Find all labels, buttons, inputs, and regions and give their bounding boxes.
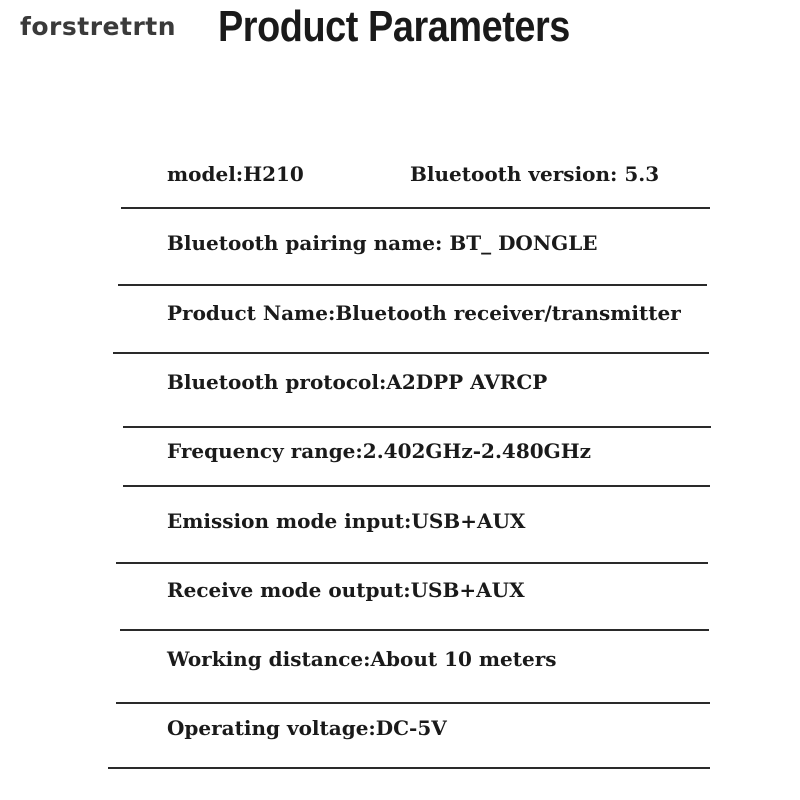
param-row-model: [167, 162, 660, 186]
divider: [118, 284, 707, 286]
divider: [108, 767, 710, 769]
param-working-distance: Working distance:About 10 meters: [167, 647, 557, 671]
divider: [120, 629, 709, 631]
divider: [121, 207, 710, 209]
divider: [123, 426, 711, 428]
divider: [113, 352, 709, 354]
brand-watermark: forstretrtn: [20, 12, 177, 41]
param-emission-mode: Emission mode input:USB+AUX: [167, 509, 526, 533]
param-product-name: Product Name:Bluetooth receiver/transmitter: [167, 301, 681, 325]
param-model: model:H210: [167, 162, 304, 186]
divider: [116, 562, 708, 564]
param-operating-voltage: Operating voltage:DC-5V: [167, 716, 447, 740]
page-title: Product Parameters: [218, 2, 570, 51]
param-protocol: Bluetooth protocol:A2DPP AVRCP: [167, 370, 548, 394]
param-pairing-name: Bluetooth pairing name: BT_ DONGLE: [167, 231, 598, 255]
param-bluetooth-version: Bluetooth version: 5.3: [410, 162, 660, 186]
divider: [123, 485, 710, 487]
param-receive-mode: Receive mode output:USB+AUX: [167, 578, 525, 602]
param-frequency-range: Frequency range:2.402GHz-2.480GHz: [167, 439, 592, 463]
divider: [116, 702, 710, 704]
